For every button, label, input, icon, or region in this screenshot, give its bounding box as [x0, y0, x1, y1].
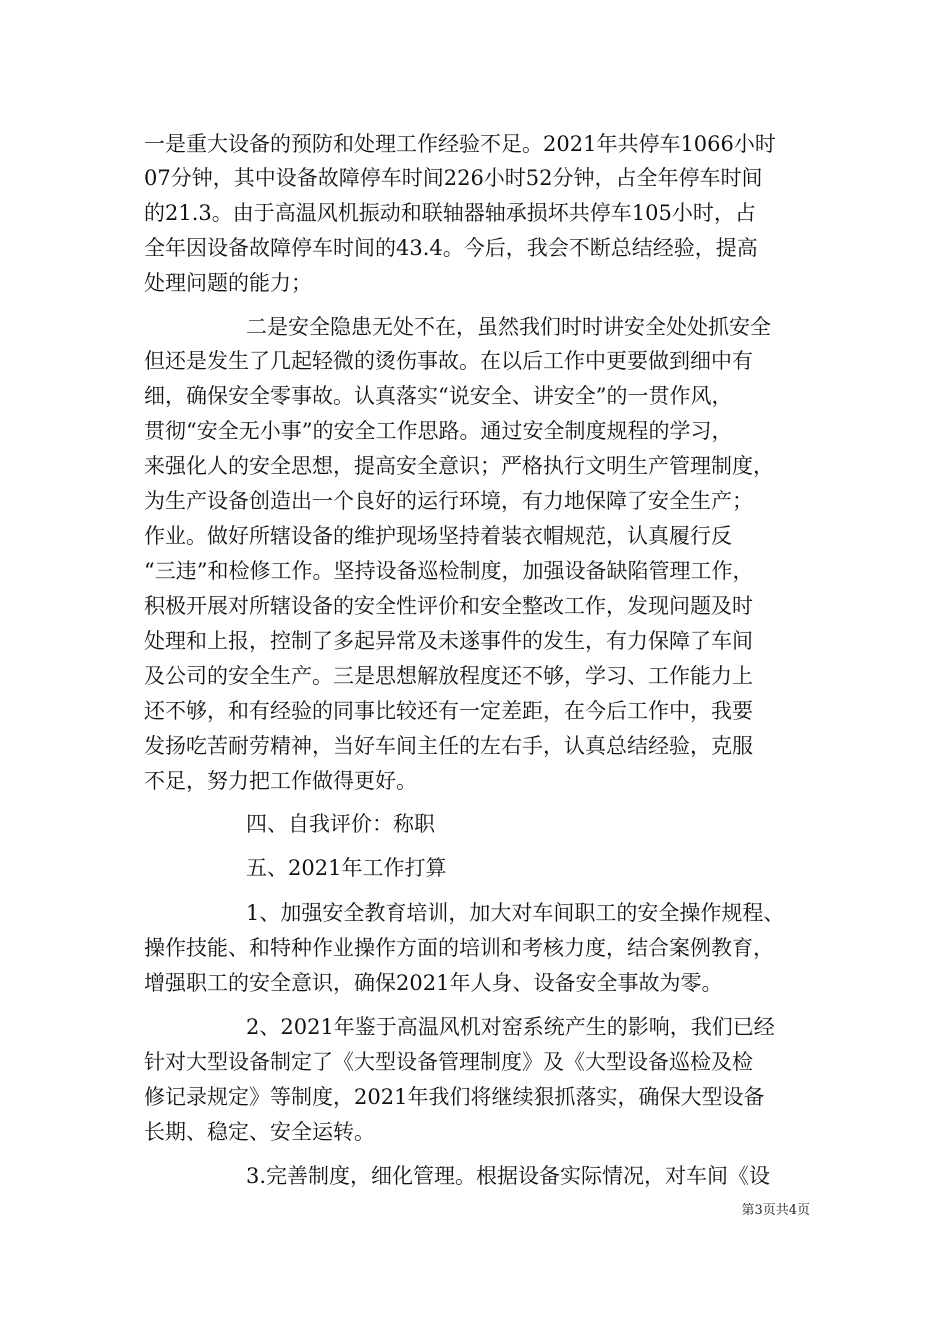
paragraph-line: 但还是发生了几起轻微的烫伤事故。在以后工作中更要做到细中有 [144, 349, 753, 373]
paragraph-line: 细，确保安全零事故。认真落实“说安全、讲安全”的一贯作风， [144, 384, 733, 408]
paragraph-line: 处理问题的能力； [144, 271, 312, 295]
paragraph-line: 及公司的安全生产。三是思想解放程度还不够，学习、工作能力上 [144, 664, 753, 688]
section-heading-self-evaluation: 四、自我评价：称职 [246, 812, 435, 836]
paragraph-line: 处理和上报，控制了多起异常及未遂事件的发生，有力保障了车间 [144, 629, 753, 653]
paragraph-line: 1、加强安全教育培训，加大对车间职工的安全操作规程、 [246, 901, 785, 925]
paragraph-line: 积极开展对所辖设备的安全性评价和安全整改工作，发现问题及时 [144, 594, 753, 618]
paragraph-line: 针对大型设备制定了《大型设备管理制度》及《大型设备巡检及检 [144, 1050, 753, 1074]
paragraph-line: 一是重大设备的预防和处理工作经验不足。2021年共停车1066小时 [144, 132, 776, 156]
paragraph-line: 来强化人的安全思想，提高安全意识；严格执行文明生产管理制度， [144, 454, 774, 478]
paragraph-line: 长期、稳定、安全运转。 [144, 1120, 375, 1144]
paragraph-line: 二是安全隐患无处不在，虽然我们时时讲安全处处抓安全 [246, 315, 771, 339]
paragraph-line: 3.完善制度，细化管理。根据设备实际情况，对车间《设 [246, 1164, 771, 1188]
paragraph-line: 不足，努力把工作做得更好。 [144, 769, 417, 793]
paragraph-line: “三违”和检修工作。坚持设备巡检制度，加强设备缺陷管理工作， [144, 559, 754, 583]
paragraph-line: 修记录规定》等制度，2021年我们将继续狠抓落实，确保大型设备 [144, 1085, 765, 1109]
paragraph-line: 贯彻“安全无小事”的安全工作思路。通过安全制度规程的学习， [144, 419, 733, 443]
paragraph-line: 2、2021年鉴于高温风机对窑系统产生的影响，我们已经 [246, 1015, 775, 1039]
paragraph-line: 还不够，和有经验的同事比较还有一定差距，在今后工作中，我要 [144, 699, 753, 723]
paragraph-line: 作业。做好所辖设备的维护现场坚持着装衣帽规范，认真履行反 [144, 524, 732, 548]
section-heading-work-plan: 五、2021年工作打算 [246, 856, 447, 880]
paragraph-line: 的21.3。由于高温风机振动和联轴器轴承损坏共停车105小时，占 [144, 201, 756, 225]
paragraph-line: 07分钟，其中设备故障停车时间226小时52分钟，占全年停车时间 [144, 166, 763, 190]
paragraph-line: 增强职工的安全意识，确保2021年人身、设备安全事故为零。 [144, 971, 723, 995]
paragraph-line: 发扬吃苦耐劳精神，当好车间主任的左右手，认真总结经验，克服 [144, 734, 753, 758]
paragraph-line: 为生产设备创造出一个良好的运行环境，有力地保障了安全生产； [144, 489, 753, 513]
paragraph-line: 全年因设备故障停车时间的43.4。今后，我会不断总结经验，提高 [144, 236, 758, 260]
paragraph-line: 操作技能、和特种作业操作方面的培训和考核力度，结合案例教育， [144, 936, 774, 960]
page-number-footer: 第3页共4页 [741, 1203, 810, 1218]
